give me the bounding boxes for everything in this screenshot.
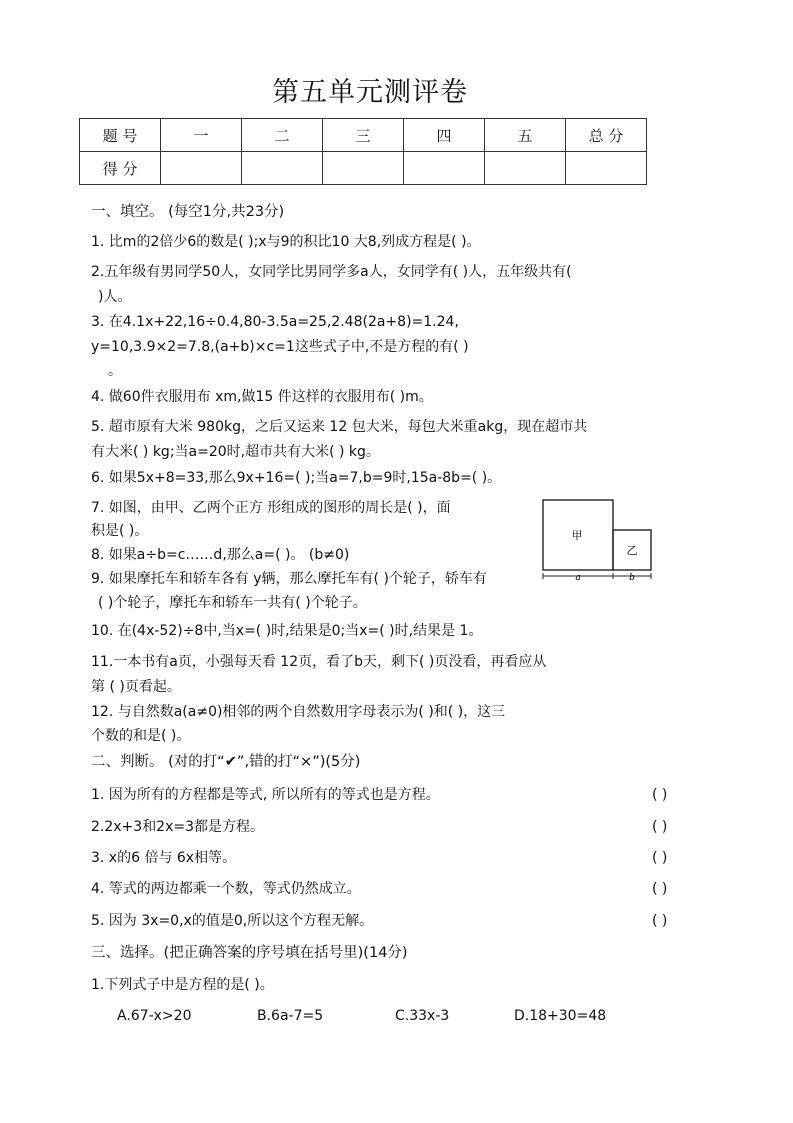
header-cell: 总 分 <box>566 119 647 152</box>
header-cell: 五 <box>485 119 566 152</box>
answer-paren[interactable]: ( ) <box>652 819 668 835</box>
answer-paren[interactable]: ( ) <box>652 881 668 897</box>
score-cell[interactable] <box>323 152 404 185</box>
judge-item: 2.2x+3和2x=3都是方程。 <box>91 819 265 835</box>
question-line: 5. 超市原有大米 980kg，之后又运来 12 包大米，每包大米重akg，现在超市共 <box>91 419 588 435</box>
score-cell[interactable] <box>404 152 485 185</box>
question-line: )人。 <box>98 289 132 305</box>
header-cell: 题 号 <box>80 119 161 152</box>
judge-item: 4. 等式的两边都乘一个数，等式仍然成立。 <box>91 881 361 897</box>
header-cell: 三 <box>323 119 404 152</box>
label-big-square: 甲 <box>571 529 583 542</box>
question-line: 7. 如图，由甲、乙两个正方 形组成的图形的周长是( )，面 <box>91 500 451 516</box>
section2-heading: 二、判断。 (对的打“✔”,错的打“×”)(5分) <box>91 754 361 770</box>
choice-question: 1.下列式子中是方程的是( )。 <box>91 977 274 993</box>
label-b: b <box>629 573 635 583</box>
choice-option-b[interactable]: B.6a-7=5 <box>257 1008 324 1024</box>
section1-heading: 一、填空。 (每空1分,共23分) <box>91 204 285 220</box>
question-line: 积是( )。 <box>91 523 149 539</box>
score-cell[interactable] <box>566 152 647 185</box>
judge-item: 5. 因为 3x=0,x的值是0,所以这个方程无解。 <box>91 913 374 929</box>
question-line: 8. 如果a÷b=c……d,那么a=( )。 (b≠0) <box>91 547 350 563</box>
question-line: ( )个轮子，摩托车和轿车一共有( )个轮子。 <box>98 595 367 611</box>
page-title: 第五单元测评卷 <box>272 77 468 108</box>
score-table-score-row <box>80 152 647 185</box>
question-line: 。 <box>108 363 122 379</box>
question-line: 有大米( ) kg;当a=20时,超市共有大米( ) kg。 <box>91 444 380 460</box>
question-line: 11.一本书有a页，小强每天看 12页，看了b天，剩下( )页没看，再看应从 <box>91 654 547 670</box>
section3-heading: 三、选择。(把正确答案的序号填在括号里)(14分) <box>91 945 408 961</box>
question-line: 12. 与自然数a(a≠0)相邻的两个自然数用字母表示为( )和( )，这三 <box>91 704 506 720</box>
header-cell: 四 <box>404 119 485 152</box>
label-small-square: 乙 <box>626 544 638 557</box>
judge-item: 1. 因为所有的方程都是等式, 所以所有的等式也是方程。 <box>91 787 440 803</box>
score-cell[interactable] <box>485 152 566 185</box>
question-line: 4. 做60件衣服用布 xm,做15 件这样的衣服用布( )m。 <box>91 389 433 405</box>
answer-paren[interactable]: ( ) <box>652 850 668 866</box>
choice-option-a[interactable]: A.67-x>20 <box>117 1008 192 1024</box>
question-line: 6. 如果5x+8=33,那么9x+16=( );当a=7,b=9时,15a-8b=( )。 <box>91 470 502 486</box>
header-cell: 一 <box>161 119 242 152</box>
choice-option-d[interactable]: D.18+30=48 <box>514 1008 607 1024</box>
score-table-header-row <box>80 119 647 152</box>
label-a: a <box>575 573 581 583</box>
question-line: 3. 在4.1x+22,16÷0.4,80-3.5a=25,2.48(2a+8)=1.24, <box>91 314 459 330</box>
question-line: 1. 比m的2倍少6的数是( );x与9的积比10 大8,列成方程是( )。 <box>91 234 481 250</box>
question-line: 第 ( )页看起。 <box>91 679 181 695</box>
question-line: y=10,3.9×2=7.8,(a+b)×c=1这些式子中,不是方程的有( ) <box>91 339 469 355</box>
score-cell[interactable] <box>242 152 323 185</box>
question-line: 9. 如果摩托车和轿车各有 y辆，那么摩托车有( )个轮子，轿车有 <box>91 571 487 587</box>
score-row-label: 得 分 <box>80 152 161 185</box>
score-table <box>79 118 647 185</box>
score-cell[interactable] <box>161 152 242 185</box>
answer-paren[interactable]: ( ) <box>652 913 668 929</box>
question-line: 个数的和是( )。 <box>91 728 191 744</box>
choice-option-c[interactable]: C.33x-3 <box>395 1008 450 1024</box>
header-cell: 二 <box>242 119 323 152</box>
question-line: 2.五年级有男同学50人，女同学比男同学多a人，女同学有( )人，五年级共有( <box>91 264 572 280</box>
answer-paren[interactable]: ( ) <box>652 787 668 803</box>
judge-item: 3. x的6 倍与 6x相等。 <box>91 850 237 866</box>
question-line: 10. 在(4x-52)÷8中,当x=( )时,结果是0;当x=( )时,结果是 1。 <box>91 623 483 639</box>
squares-figure <box>539 497 655 583</box>
